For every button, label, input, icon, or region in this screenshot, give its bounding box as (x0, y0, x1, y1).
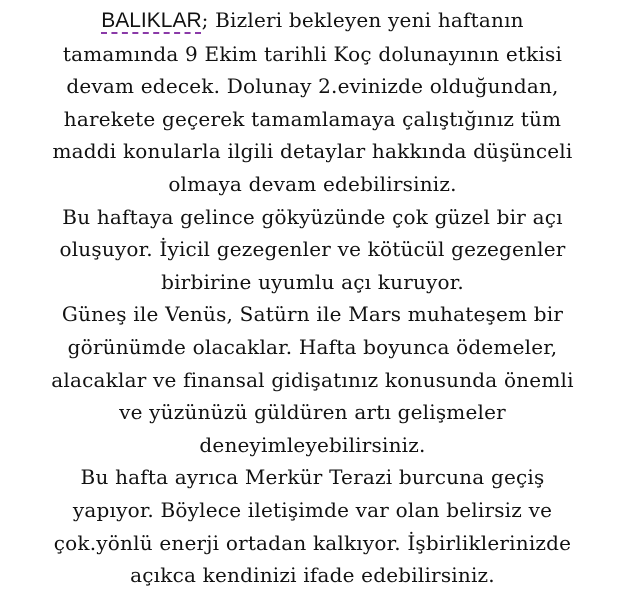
text-line-1 (0, 4, 625, 38)
horoscope-text (0, 4, 625, 592)
text-line-14: deneyimleyebilirsiniz. (199, 432, 426, 457)
text-line-4: harekete geçerek tamamlamaya çalıştığınız tüm (63, 106, 562, 131)
text-line-10: Güneş ile Venüs, Satürn ile Mars muhateşem bir (61, 302, 564, 327)
text-line-3: devam edecek. Dolunay 2.evinizde olduğundan, (66, 74, 559, 99)
text-line-17: çok.yönlü enerji ortadan kalkıyor. İşbirliklerinizde (53, 530, 572, 555)
text-line-18: açıkca kendinizi ifade edebilirsiniz. (130, 563, 495, 588)
text-line-5: maddi konularla ilgili detaylar hakkında düşünceli (52, 139, 573, 164)
text-line-11: görünümde olacaklar. Hafta boyunca ödemeler, (67, 334, 558, 359)
text-line-1-rest: ; Bizleri bekleyen yeni haftanın (201, 8, 524, 32)
text-line-9: birbirine uyumlu açı kuruyor. (161, 269, 464, 294)
text-line-7: Bu haftaya gelince gökyüzünde çok güzel bir açı (62, 204, 563, 229)
text-line-12: alacaklar ve finansal gidişatınız konusunda önemli (51, 367, 574, 392)
text-line-15: Bu hafta ayrıca Merkür Terazi burcuna geçiş (80, 465, 545, 490)
text-line-16: yapıyor. Böylece iletişimde var olan belirsiz ve (72, 497, 553, 522)
text-line-6: olmaya devam edebilirsiniz. (168, 171, 457, 196)
text-line-8: oluşuyor. İyicil gezegenler ve kötücül gezegenler (59, 237, 566, 262)
text-line-2: tamamında 9 Ekim tarihli Koç dolunayının etkisi (62, 41, 563, 66)
text-line-13: ve yüzünüzü güldüren artı gelişmeler (119, 400, 506, 425)
sign-heading: BALIKLAR (101, 9, 202, 32)
